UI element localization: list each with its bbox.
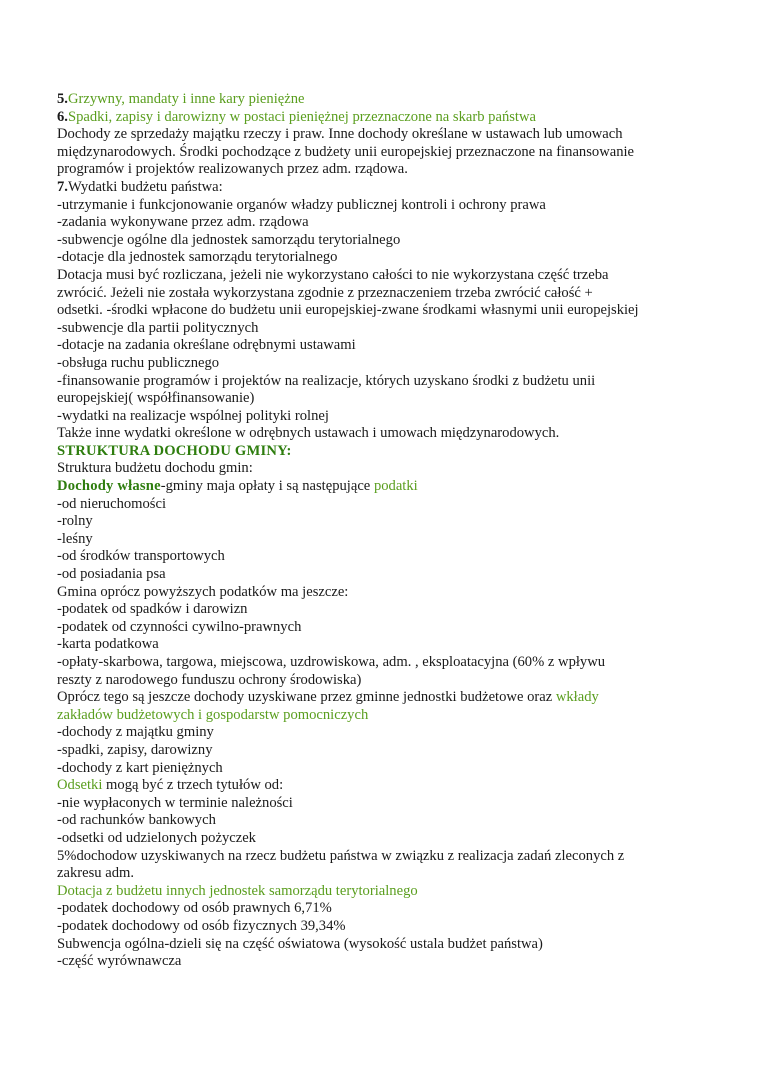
- text-line: [57, 601, 697, 619]
- text-line: [57, 320, 697, 338]
- text-line: [57, 443, 697, 461]
- list-number: 5.: [57, 91, 68, 107]
- text-line: [57, 91, 697, 109]
- text-line: [57, 724, 697, 742]
- line-text: -leśny: [57, 530, 93, 547]
- text-line: [57, 425, 697, 443]
- text-line: [57, 848, 697, 866]
- line-text: -utrzymanie i funkcjonowanie organów władzy publicznej kontroli i ochrony prawa: [57, 196, 546, 213]
- section-heading: STRUKTURA DOCHODU GMINY:: [57, 442, 292, 459]
- text-line: [57, 707, 697, 725]
- line-text: -gminy maja opłaty i są następujące: [160, 478, 374, 495]
- text-line: [57, 478, 697, 496]
- text-line: [57, 513, 697, 531]
- text-line: [57, 197, 697, 215]
- text-line: [57, 742, 697, 760]
- line-text: odsetki. -środki wpłacone do budżetu unii europejskiej-zwane środkami własnymi unii europejskiej: [57, 302, 639, 319]
- line-text: -dochody z majątku gminy: [57, 724, 214, 741]
- highlighted-text: Spadki, zapisy i darowizny w postaci pieniężnej przeznaczone na skarb państwa: [67, 108, 536, 125]
- line-text: -subwencje dla partii politycznych: [57, 319, 259, 336]
- line-text: -dotacje na zadania określane odrębnymi ustawami: [57, 337, 356, 354]
- line-text: -subwencje ogólne dla jednostek samorządu terytorialnego: [57, 231, 401, 248]
- line-text: -dochody z kart pieniężnych: [57, 759, 223, 776]
- text-line: [57, 249, 697, 267]
- text-line: [57, 830, 697, 848]
- line-text: -od posiadania psa: [57, 566, 166, 583]
- line-text: -opłaty-skarbowa, targowa, miejscowa, uzdrowiskowa, adm. , eksploatacyjna (60% z wpływu: [57, 654, 606, 670]
- line-text: -nie wypłaconych w terminie należności: [57, 794, 293, 811]
- text-line: [57, 126, 697, 144]
- text-line: [57, 548, 697, 566]
- line-text: reszty z narodowego funduszu ochrony środowiska): [57, 671, 362, 688]
- text-line: [57, 636, 697, 654]
- text-line: [57, 777, 697, 795]
- text-line: [57, 373, 697, 391]
- line-text: -podatek od czynności cywilno-prawnych: [57, 618, 302, 635]
- text-line: [57, 144, 697, 162]
- text-line: [57, 953, 697, 971]
- text-line: [57, 460, 697, 478]
- highlighted-text: wkłady: [555, 689, 599, 706]
- line-text: 5%dochodow uzyskiwanych na rzecz budżetu państwa w związku z realizacja zadań zleconych z: [57, 847, 625, 864]
- text-line: [57, 161, 697, 179]
- line-text: międzynarodowych. Środki pochodzące z budżety unii europejskiej przeznaczone na finansowanie: [57, 143, 635, 160]
- line-text: Wydatki budżetu państwa:: [67, 178, 223, 195]
- text-line: [57, 267, 697, 285]
- text-line: [57, 531, 697, 549]
- line-text: -spadki, zapisy, darowizny: [57, 741, 213, 758]
- highlighted-text: Grzywny, mandaty i inne kary pieniężne: [67, 91, 305, 107]
- text-line: [57, 812, 697, 830]
- line-text: zakresu adm.: [57, 865, 134, 882]
- highlighted-text: Dotacja z budżetu innych jednostek samorządu terytorialnego: [57, 882, 418, 899]
- text-line: [57, 918, 697, 936]
- line-text: -podatek od spadków i darowizn: [57, 601, 248, 618]
- text-line: [57, 496, 697, 514]
- line-text: -rolny: [57, 513, 93, 530]
- text-line: [57, 689, 697, 707]
- line-text: Dochody ze sprzedaży majątku rzeczy i praw. Inne dochody określane w ustawach lub umowach: [57, 126, 623, 143]
- text-line: [57, 214, 697, 232]
- text-line: [57, 408, 697, 426]
- line-text: -zadania wykonywane przez adm. rządowa: [57, 214, 309, 231]
- line-text: zwrócić. Jeżeli nie została wykorzystana zgodnie z przeznaczeniem trzeba zwrócić całość +: [57, 284, 593, 301]
- text-line: [57, 883, 697, 901]
- line-text: -część wyrównawcza: [57, 953, 182, 970]
- text-line: [57, 760, 697, 778]
- highlighted-text: podatki: [373, 478, 418, 495]
- text-line: [57, 865, 697, 883]
- line-text: Także inne wydatki określone w odrębnych ustawach i umowach międzynarodowych.: [57, 425, 560, 442]
- line-text: Gmina oprócz powyższych podatków ma jeszcze:: [57, 583, 349, 600]
- line-text: europejskiej( współfinansowanie): [57, 390, 255, 407]
- line-text: mogą być z trzech tytułów od:: [102, 777, 284, 794]
- text-line: [57, 936, 697, 954]
- line-text: Subwencja ogólna-dzieli się na część oświatowa (wysokość ustala budżet państwa): [57, 935, 543, 952]
- text-line: [57, 390, 697, 408]
- list-number: 7.: [57, 178, 68, 195]
- line-text: -wydatki na realizacje wspólnej polityki rolnej: [57, 407, 329, 424]
- list-number: 6.: [57, 108, 68, 125]
- text-line: [57, 337, 697, 355]
- line-text: -finansowanie programów i projektów na realizacje, których uzyskano środki z budżetu unii: [57, 372, 596, 389]
- highlighted-term: Dochody własne: [57, 478, 161, 495]
- text-line: [57, 795, 697, 813]
- text-line: [57, 109, 697, 127]
- text-line: [57, 900, 697, 918]
- line-text: -podatek dochodowy od osób fizycznych 39,34%: [57, 917, 346, 934]
- text-line: [57, 654, 697, 672]
- highlighted-text: Odsetki: [57, 777, 103, 794]
- line-text: -od rachunków bankowych: [57, 812, 216, 829]
- line-text: -obsługa ruchu publicznego: [57, 354, 220, 371]
- text-line: [57, 285, 697, 303]
- line-text: -odsetki od udzielonych pożyczek: [57, 829, 256, 846]
- line-text: Struktura budżetu dochodu gmin:: [57, 460, 253, 477]
- highlighted-text: zakładów budżetowych i gospodarstw pomocniczych: [57, 706, 369, 723]
- line-text: Dotacja musi być rozliczana, jeżeli nie wykorzystano całości to nie wykorzystana część trzeba: [57, 266, 609, 283]
- text-line: [57, 566, 697, 584]
- text-line: [57, 302, 697, 320]
- text-line: [57, 584, 697, 602]
- line-text: -karta podatkowa: [57, 636, 159, 653]
- line-text: programów i projektów realizowanych przez adm. rządowa.: [57, 161, 408, 178]
- text-line: [57, 179, 697, 197]
- line-text: -od środków transportowych: [57, 548, 225, 565]
- line-text: -podatek dochodowy od osób prawnych 6,71%: [57, 900, 332, 917]
- text-line: [57, 355, 697, 373]
- text-line: [57, 232, 697, 250]
- document-page: [57, 91, 697, 971]
- line-text: -od nieruchomości: [57, 495, 167, 512]
- line-text: Oprócz tego są jeszcze dochody uzyskiwane przez gminne jednostki budżetowe oraz: [57, 689, 556, 706]
- text-line: [57, 672, 697, 690]
- text-line: [57, 619, 697, 637]
- line-text: -dotacje dla jednostek samorządu terytorialnego: [57, 249, 338, 266]
